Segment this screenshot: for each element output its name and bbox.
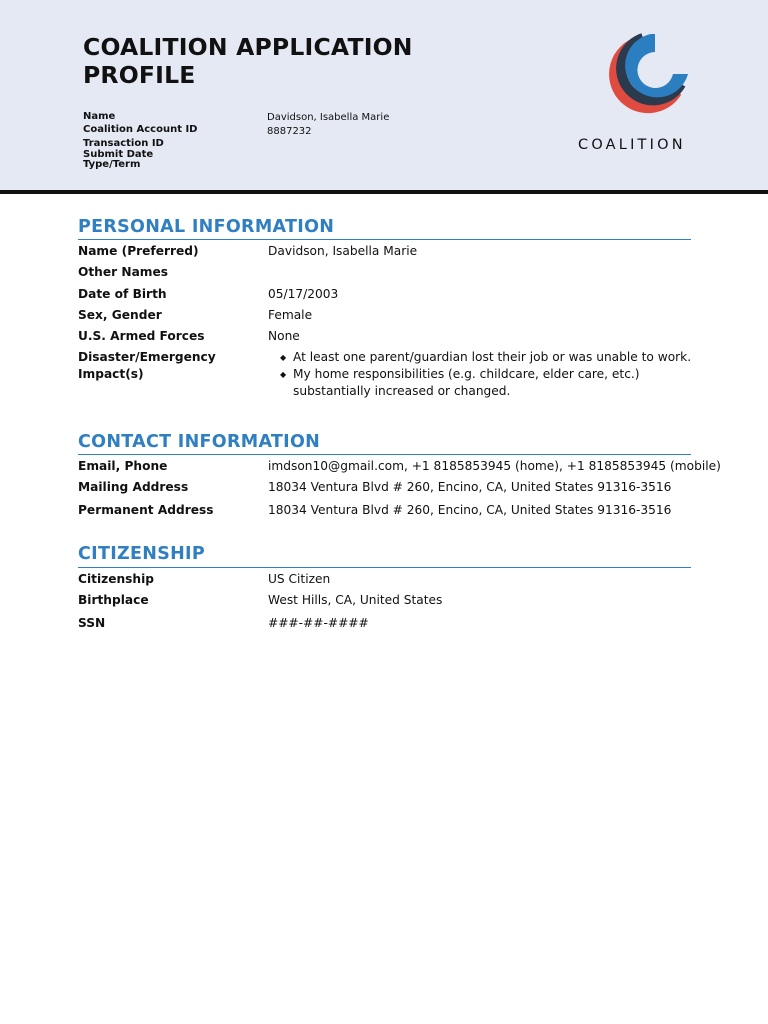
value-ssn: ###-##-#### (268, 616, 369, 630)
impact-item-text-continued: substantially increased or changed. (293, 384, 511, 398)
section-divider (78, 239, 691, 240)
label-ssn: SSN (78, 616, 106, 630)
section-title-contact: CONTACT INFORMATION (78, 432, 321, 452)
value-armed-forces: None (268, 329, 300, 343)
label-preferred-name: Name (Preferred) (78, 244, 199, 258)
meta-label-submit-date: Submit Date (83, 149, 154, 160)
section-divider (78, 567, 691, 568)
meta-label-name: Name (83, 111, 116, 122)
section-title-citizenship: CITIZENSHIP (78, 544, 205, 564)
coalition-logo-text: COALITION (578, 137, 686, 153)
meta-value-name: Davidson, Isabella Marie (267, 112, 390, 123)
meta-label-account-id: Coalition Account ID (83, 124, 198, 135)
value-permanent-address: 18034 Ventura Blvd # 260, Encino, CA, United States 91316-3516 (268, 503, 672, 517)
meta-label-type-term: Type/Term (83, 159, 141, 170)
label-birthplace: Birthplace (78, 593, 149, 607)
diamond-bullet-icon: ◆ (280, 353, 287, 362)
value-date-of-birth: 05/17/2003 (268, 287, 339, 301)
label-email-phone: Email, Phone (78, 459, 168, 473)
meta-label-transaction-id: Transaction ID (83, 138, 164, 149)
meta-value-account-id: 8887232 (267, 126, 312, 137)
value-sex-gender: Female (268, 308, 313, 322)
label-citizenship: Citizenship (78, 572, 154, 586)
label-disaster-impact-line2: Impact(s) (78, 367, 144, 381)
label-date-of-birth: Date of Birth (78, 287, 167, 301)
label-disaster-impact (78, 349, 258, 383)
section-divider (78, 454, 691, 455)
label-disaster-impact-line1: Disaster/Emergency (78, 350, 216, 364)
document-title: COALITION APPLICATION PROFILE (83, 33, 413, 89)
value-citizenship: US Citizen (268, 572, 331, 586)
label-armed-forces: U.S. Armed Forces (78, 329, 205, 343)
section-title-personal: PERSONAL INFORMATION (78, 217, 335, 237)
label-other-names: Other Names (78, 265, 169, 279)
impact-item-text: At least one parent/guardian lost their job or was unable to work. (293, 350, 692, 364)
list-item (280, 366, 700, 400)
impact-item-text: My home responsibilities (e.g. childcare, elder care, etc.) (293, 367, 640, 381)
diamond-bullet-icon: ◆ (280, 370, 287, 379)
coalition-logo-icon (585, 30, 705, 130)
list-item (280, 349, 700, 366)
disaster-impact-list (280, 349, 700, 400)
value-preferred-name: Davidson, Isabella Marie (268, 244, 418, 258)
header-divider (0, 190, 768, 194)
label-sex-gender: Sex, Gender (78, 308, 162, 322)
label-permanent-address: Permanent Address (78, 503, 214, 517)
label-mailing-address: Mailing Address (78, 480, 189, 494)
value-email-phone: imdson10@gmail.com, +1 8185853945 (home), +1 8185853945 (mobile) (268, 459, 721, 473)
value-birthplace: West Hills, CA, United States (268, 593, 443, 607)
value-mailing-address: 18034 Ventura Blvd # 260, Encino, CA, United States 91316-3516 (268, 480, 672, 494)
